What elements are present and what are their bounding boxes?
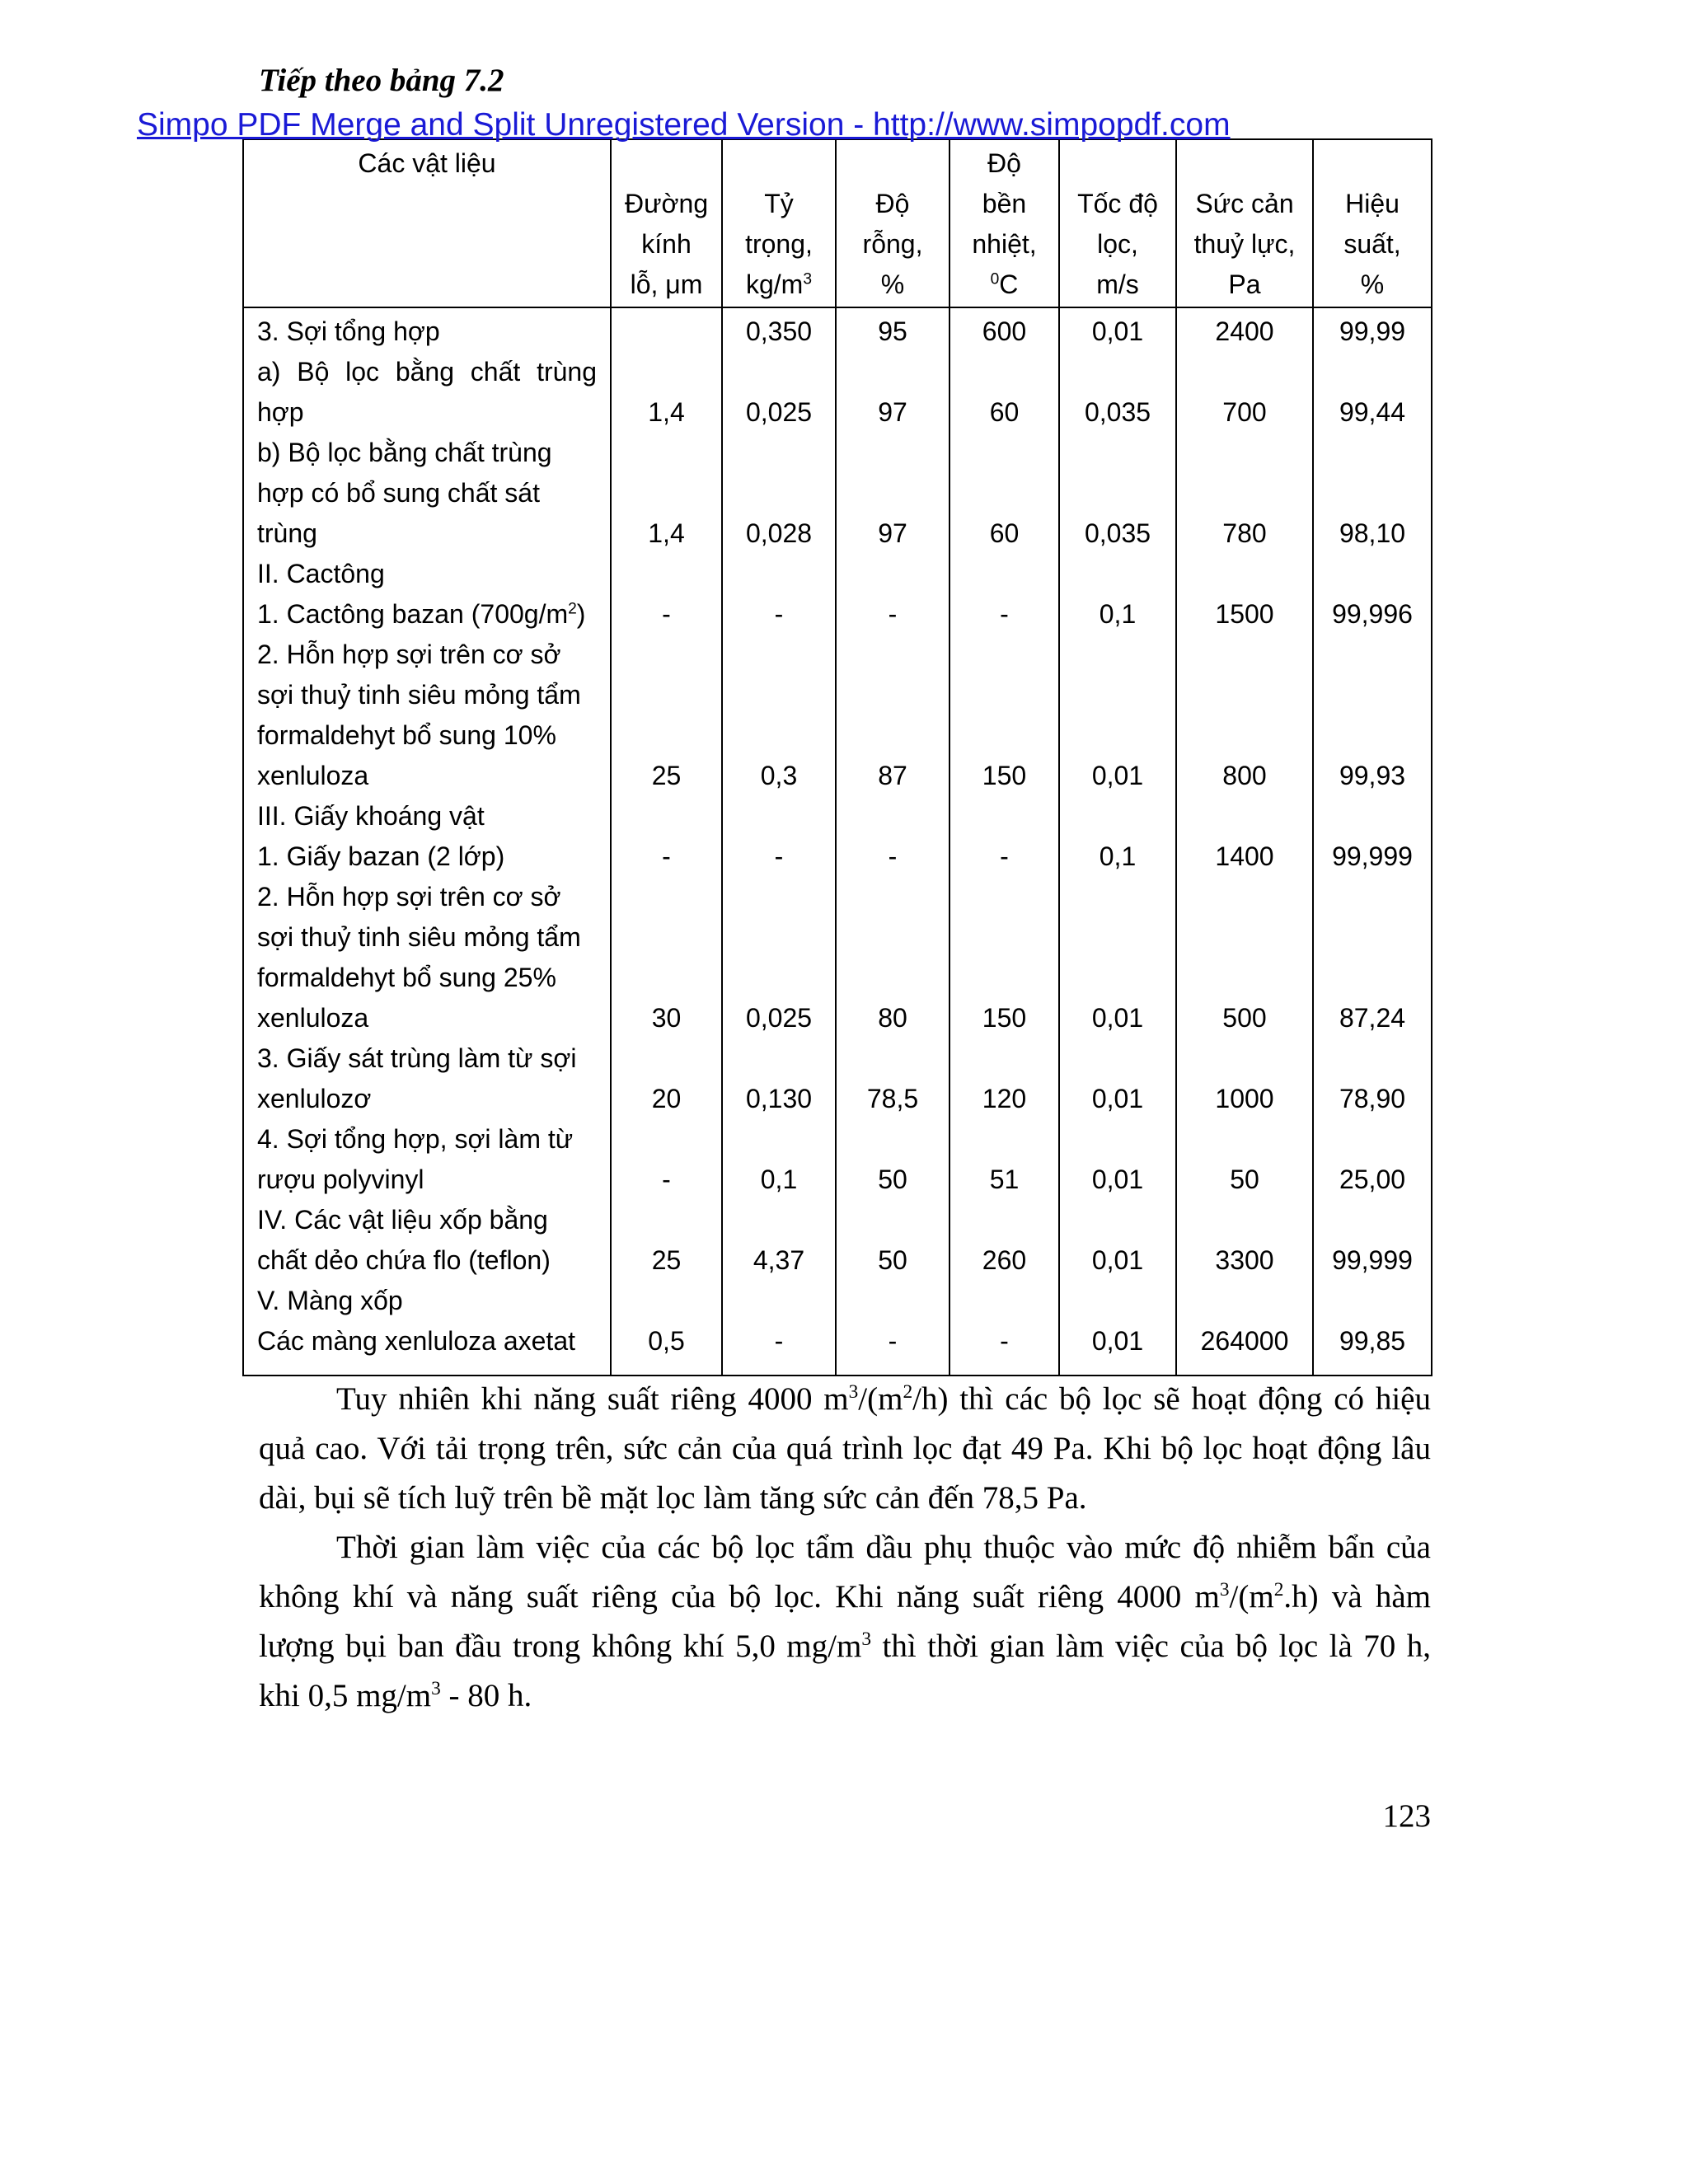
heat-cell: 51 xyxy=(950,1160,1059,1200)
pore-cell xyxy=(611,554,722,594)
resistance-cell xyxy=(1176,1281,1313,1321)
speed-cell: 0,01 xyxy=(1059,307,1176,352)
efficiency-cell xyxy=(1313,1038,1432,1079)
porosity-cell: 87 xyxy=(836,756,950,796)
table-row xyxy=(243,433,1432,473)
table-row xyxy=(243,756,1432,796)
porosity-cell: - xyxy=(836,837,950,877)
heat-cell: 120 xyxy=(950,1079,1059,1119)
material-name-cell: xenlulozơ xyxy=(243,1079,611,1119)
porosity-cell: 95 xyxy=(836,307,950,352)
table-caption: Tiếp theo bảng 7.2 xyxy=(259,63,504,98)
resistance-cell xyxy=(1176,1038,1313,1079)
density-cell: 4,37 xyxy=(722,1240,836,1281)
heat-cell xyxy=(950,1281,1059,1321)
resistance-cell xyxy=(1176,715,1313,756)
speed-cell: 0,01 xyxy=(1059,998,1176,1038)
density-cell xyxy=(722,1119,836,1160)
resistance-cell: 700 xyxy=(1176,392,1313,433)
table-header-row xyxy=(243,139,1432,307)
efficiency-cell: 99,999 xyxy=(1313,837,1432,877)
speed-cell xyxy=(1059,473,1176,513)
material-name-cell: formaldehyt bổ sung 25% xyxy=(243,958,611,998)
material-name-cell: 3. Giấy sát trùng làm từ sợi xyxy=(243,1038,611,1079)
resistance-cell xyxy=(1176,473,1313,513)
pore-cell xyxy=(611,1281,722,1321)
material-name-cell: II. Cactông xyxy=(243,554,611,594)
resistance-cell: 1500 xyxy=(1176,594,1313,635)
heat-cell: 150 xyxy=(950,998,1059,1038)
porosity-cell: 50 xyxy=(836,1160,950,1200)
material-name-cell: b) Bộ lọc bằng chất trùng xyxy=(243,433,611,473)
density-cell: 0,028 xyxy=(722,513,836,554)
table-row xyxy=(243,675,1432,715)
pore-cell xyxy=(611,1038,722,1079)
heat-cell xyxy=(950,796,1059,837)
resistance-cell xyxy=(1176,433,1313,473)
efficiency-cell xyxy=(1313,554,1432,594)
resistance-cell: 500 xyxy=(1176,998,1313,1038)
pore-cell xyxy=(611,796,722,837)
header-pore-diameter: Đường kính lỗ, μm xyxy=(611,139,722,307)
porosity-cell xyxy=(836,796,950,837)
density-cell: - xyxy=(722,594,836,635)
paragraph xyxy=(259,1523,1431,1721)
porosity-cell: 97 xyxy=(836,392,950,433)
material-name-cell: hợp có bổ sung chất sát xyxy=(243,473,611,513)
material-name-cell: Các màng xenluloza axetat xyxy=(243,1321,611,1376)
table-row xyxy=(243,1079,1432,1119)
table-row xyxy=(243,352,1432,392)
speed-cell xyxy=(1059,433,1176,473)
resistance-cell xyxy=(1176,554,1313,594)
resistance-cell: 2400 xyxy=(1176,307,1313,352)
heat-cell: 600 xyxy=(950,307,1059,352)
header-hydraulic-resistance: Sức cản thuỷ lực, Pa xyxy=(1176,139,1313,307)
material-name-cell: 4. Sợi tổng hợp, sợi làm từ xyxy=(243,1119,611,1160)
speed-cell: 0,035 xyxy=(1059,513,1176,554)
table-row xyxy=(243,554,1432,594)
material-name-cell: IV. Các vật liệu xốp bằng xyxy=(243,1200,611,1240)
header-density: Tỷ trọng, $kg/m^3$ xyxy=(722,139,836,307)
material-name-cell: 2. Hỗn hợp sợi trên cơ sở xyxy=(243,877,611,917)
table-row xyxy=(243,1321,1432,1376)
efficiency-cell xyxy=(1313,352,1432,392)
paragraph-line: quả cao. Với tải trọng trên, sức cản của quá trình lọc đạt 49 Pa. Khi bộ lọc hoạt động lâu xyxy=(259,1431,1431,1466)
pore-cell xyxy=(611,917,722,958)
table-row xyxy=(243,1200,1432,1240)
table-row xyxy=(243,877,1432,917)
table-row xyxy=(243,958,1432,998)
efficiency-cell: 99,85 xyxy=(1313,1321,1432,1376)
material-name-cell: a) Bộ lọc bằng chất trùng xyxy=(243,352,611,392)
speed-cell xyxy=(1059,554,1176,594)
watermark-link[interactable]: Simpo PDF Merge and Split Unregistered Version - http://www.simpopdf.com xyxy=(137,107,1231,143)
heat-cell xyxy=(950,473,1059,513)
table-row xyxy=(243,513,1432,554)
pore-cell: 30 xyxy=(611,998,722,1038)
material-name-cell: sợi thuỷ tinh siêu mỏng tẩm xyxy=(243,675,611,715)
density-cell xyxy=(722,796,836,837)
porosity-cell xyxy=(836,433,950,473)
paragraph-line: không khí và năng suất riêng của bộ lọc. Khi năng suất riêng 4000 $m^3/(m^2.h)$ và hàm xyxy=(259,1579,1431,1615)
efficiency-cell xyxy=(1313,433,1432,473)
porosity-cell xyxy=(836,352,950,392)
pore-cell: 1,4 xyxy=(611,513,722,554)
density-cell xyxy=(722,917,836,958)
heat-cell: - xyxy=(950,594,1059,635)
header-heat-resistance: Độ bền nhiệt, $^0$C xyxy=(950,139,1059,307)
porosity-cell xyxy=(836,1281,950,1321)
efficiency-cell: 78,90 xyxy=(1313,1079,1432,1119)
material-name-cell: III. Giấy khoáng vật xyxy=(243,796,611,837)
pore-cell: 20 xyxy=(611,1079,722,1119)
speed-cell xyxy=(1059,917,1176,958)
table-row xyxy=(243,473,1432,513)
resistance-cell: 780 xyxy=(1176,513,1313,554)
paragraph-line: dài, bụi sẽ tích luỹ trên bề mặt lọc làm tăng sức cản đến 78,5 Pa. xyxy=(259,1480,1087,1516)
porosity-cell xyxy=(836,1038,950,1079)
heat-cell xyxy=(950,352,1059,392)
pore-cell: 25 xyxy=(611,1240,722,1281)
porosity-cell xyxy=(836,1200,950,1240)
paragraph-line: Tuy nhiên khi năng suất riêng 4000 $m^3/(m^2/h)$ thì các bộ lọc sẽ hoạt động có hiệu xyxy=(336,1381,1431,1417)
material-name-cell: rượu polyvinyl xyxy=(243,1160,611,1200)
speed-cell xyxy=(1059,1119,1176,1160)
table-row xyxy=(243,796,1432,837)
efficiency-cell: 99,996 xyxy=(1313,594,1432,635)
speed-cell xyxy=(1059,1200,1176,1240)
resistance-cell: 264000 xyxy=(1176,1321,1313,1376)
resistance-cell xyxy=(1176,675,1313,715)
resistance-cell: 1000 xyxy=(1176,1079,1313,1119)
resistance-cell xyxy=(1176,917,1313,958)
density-cell xyxy=(722,635,836,675)
efficiency-cell: 99,93 xyxy=(1313,756,1432,796)
efficiency-cell xyxy=(1313,877,1432,917)
efficiency-cell xyxy=(1313,1200,1432,1240)
table-row xyxy=(243,307,1432,352)
resistance-cell xyxy=(1176,1119,1313,1160)
header-porosity: Độ rỗng, % xyxy=(836,139,950,307)
heat-cell: 150 xyxy=(950,756,1059,796)
speed-cell: 0,01 xyxy=(1059,1240,1176,1281)
material-name-cell: trùng xyxy=(243,513,611,554)
speed-cell xyxy=(1059,796,1176,837)
resistance-cell: 800 xyxy=(1176,756,1313,796)
table-body xyxy=(243,307,1432,1376)
density-cell xyxy=(722,958,836,998)
pore-cell: 0,5 xyxy=(611,1321,722,1376)
table-row xyxy=(243,917,1432,958)
table-row xyxy=(243,392,1432,433)
heat-cell: - xyxy=(950,1321,1059,1376)
density-cell: 0,025 xyxy=(722,392,836,433)
material-name-cell: hợp xyxy=(243,392,611,433)
efficiency-cell xyxy=(1313,715,1432,756)
pore-cell xyxy=(611,635,722,675)
material-name-cell: V. Màng xốp xyxy=(243,1281,611,1321)
speed-cell xyxy=(1059,1281,1176,1321)
speed-cell: 0,01 xyxy=(1059,1079,1176,1119)
material-name-cell: chất dẻo chứa flo (teflon) xyxy=(243,1240,611,1281)
porosity-cell: 80 xyxy=(836,998,950,1038)
density-cell: 0,1 xyxy=(722,1160,836,1200)
resistance-cell xyxy=(1176,352,1313,392)
pore-cell: - xyxy=(611,837,722,877)
porosity-cell xyxy=(836,958,950,998)
material-name-cell: sợi thuỷ tinh siêu mỏng tẩm xyxy=(243,917,611,958)
density-cell xyxy=(722,715,836,756)
efficiency-cell xyxy=(1313,958,1432,998)
table-row xyxy=(243,998,1432,1038)
resistance-cell xyxy=(1176,877,1313,917)
heat-cell: 60 xyxy=(950,392,1059,433)
heat-cell xyxy=(950,1200,1059,1240)
porosity-cell: 97 xyxy=(836,513,950,554)
density-cell: 0,3 xyxy=(722,756,836,796)
speed-cell xyxy=(1059,635,1176,675)
heat-cell xyxy=(950,877,1059,917)
materials-table xyxy=(242,138,1432,1376)
resistance-cell: 1400 xyxy=(1176,837,1313,877)
efficiency-cell: 25,00 xyxy=(1313,1160,1432,1200)
pore-cell: 25 xyxy=(611,756,722,796)
density-cell: 0,350 xyxy=(722,307,836,352)
table-row xyxy=(243,1038,1432,1079)
density-cell xyxy=(722,877,836,917)
speed-cell xyxy=(1059,675,1176,715)
efficiency-cell: 98,10 xyxy=(1313,513,1432,554)
density-cell xyxy=(722,1200,836,1240)
material-name-cell: formaldehyt bổ sung 10% xyxy=(243,715,611,756)
resistance-cell xyxy=(1176,1200,1313,1240)
speed-cell: 0,1 xyxy=(1059,594,1176,635)
resistance-cell: 3300 xyxy=(1176,1240,1313,1281)
pore-cell xyxy=(611,433,722,473)
material-name-cell: xenluloza xyxy=(243,998,611,1038)
heat-cell xyxy=(950,635,1059,675)
efficiency-cell xyxy=(1313,796,1432,837)
efficiency-cell: 87,24 xyxy=(1313,998,1432,1038)
paragraph-line: Thời gian làm việc của các bộ lọc tẩm dầu phụ thuộc vào mức độ nhiễm bẩn của xyxy=(336,1530,1431,1565)
density-cell: - xyxy=(722,1321,836,1376)
porosity-cell: 78,5 xyxy=(836,1079,950,1119)
efficiency-cell: 99,999 xyxy=(1313,1240,1432,1281)
density-cell xyxy=(722,473,836,513)
efficiency-cell xyxy=(1313,1281,1432,1321)
pore-cell: - xyxy=(611,1160,722,1200)
efficiency-cell: 99,44 xyxy=(1313,392,1432,433)
pore-cell xyxy=(611,877,722,917)
material-name-cell: 2. Hỗn hợp sợi trên cơ sở xyxy=(243,635,611,675)
density-cell: 0,130 xyxy=(722,1079,836,1119)
porosity-cell xyxy=(836,675,950,715)
heat-cell: 260 xyxy=(950,1240,1059,1281)
porosity-cell: 50 xyxy=(836,1240,950,1281)
pore-cell xyxy=(611,352,722,392)
porosity-cell xyxy=(836,554,950,594)
porosity-cell: - xyxy=(836,1321,950,1376)
material-name-cell: 1. Giấy bazan (2 lớp) xyxy=(243,837,611,877)
efficiency-cell xyxy=(1313,1119,1432,1160)
efficiency-cell xyxy=(1313,675,1432,715)
table-row xyxy=(243,594,1432,635)
table-row xyxy=(243,1281,1432,1321)
page-number: 123 xyxy=(1382,1798,1431,1834)
heat-cell xyxy=(950,554,1059,594)
density-cell xyxy=(722,1281,836,1321)
efficiency-cell xyxy=(1313,473,1432,513)
density-cell: 0,025 xyxy=(722,998,836,1038)
header-material: Các vật liệu xyxy=(243,139,611,307)
density-cell xyxy=(722,675,836,715)
pore-cell: 1,4 xyxy=(611,392,722,433)
paragraph-line: khi 0,5 $mg/m^3 - 80$ h. xyxy=(259,1678,532,1713)
table-row xyxy=(243,715,1432,756)
speed-cell xyxy=(1059,877,1176,917)
table-row xyxy=(243,635,1432,675)
pore-cell: - xyxy=(611,594,722,635)
porosity-cell xyxy=(836,715,950,756)
porosity-cell xyxy=(836,1119,950,1160)
paragraph-line: lượng bụi ban đầu trong không khí 5,0 $mg/m^3$ thì thời gian làm việc của bộ lọc là 70 h, xyxy=(259,1629,1431,1664)
speed-cell: 0,035 xyxy=(1059,392,1176,433)
resistance-cell: 50 xyxy=(1176,1160,1313,1200)
header-filter-speed: Tốc độ lọc, m/s xyxy=(1059,139,1176,307)
table-row xyxy=(243,1160,1432,1200)
pore-cell xyxy=(611,958,722,998)
density-cell xyxy=(722,433,836,473)
speed-cell xyxy=(1059,1038,1176,1079)
density-cell xyxy=(722,352,836,392)
heat-cell: - xyxy=(950,837,1059,877)
resistance-cell xyxy=(1176,635,1313,675)
efficiency-cell: 99,99 xyxy=(1313,307,1432,352)
material-name-cell: 3. Sợi tổng hợp xyxy=(243,307,611,352)
heat-cell xyxy=(950,1038,1059,1079)
pore-cell xyxy=(611,675,722,715)
table-row xyxy=(243,837,1432,877)
porosity-cell xyxy=(836,877,950,917)
heat-cell xyxy=(950,958,1059,998)
density-cell xyxy=(722,554,836,594)
speed-cell xyxy=(1059,352,1176,392)
speed-cell xyxy=(1059,958,1176,998)
efficiency-cell xyxy=(1313,635,1432,675)
heat-cell xyxy=(950,675,1059,715)
pore-cell xyxy=(611,715,722,756)
pore-cell xyxy=(611,307,722,352)
heat-cell xyxy=(950,1119,1059,1160)
heat-cell: 60 xyxy=(950,513,1059,554)
heat-cell xyxy=(950,433,1059,473)
porosity-cell xyxy=(836,473,950,513)
heat-cell xyxy=(950,715,1059,756)
heat-cell xyxy=(950,917,1059,958)
density-cell: - xyxy=(722,837,836,877)
efficiency-cell xyxy=(1313,917,1432,958)
porosity-cell xyxy=(836,635,950,675)
paragraph xyxy=(259,1375,1431,1523)
header-efficiency: Hiệu suất, % xyxy=(1313,139,1432,307)
speed-cell: 0,01 xyxy=(1059,756,1176,796)
table-row xyxy=(243,1119,1432,1160)
speed-cell: 0,1 xyxy=(1059,837,1176,877)
pore-cell xyxy=(611,473,722,513)
porosity-cell xyxy=(836,917,950,958)
resistance-cell xyxy=(1176,796,1313,837)
material-name-cell: xenluloza xyxy=(243,756,611,796)
speed-cell xyxy=(1059,715,1176,756)
speed-cell: 0,01 xyxy=(1059,1321,1176,1376)
table-row xyxy=(243,1240,1432,1281)
porosity-cell: - xyxy=(836,594,950,635)
resistance-cell xyxy=(1176,958,1313,998)
speed-cell: 0,01 xyxy=(1059,1160,1176,1200)
pore-cell xyxy=(611,1119,722,1160)
pore-cell xyxy=(611,1200,722,1240)
density-cell xyxy=(722,1038,836,1079)
material-name-cell: 1. Cactông bazan $(700g/m^2)$ xyxy=(243,594,611,635)
